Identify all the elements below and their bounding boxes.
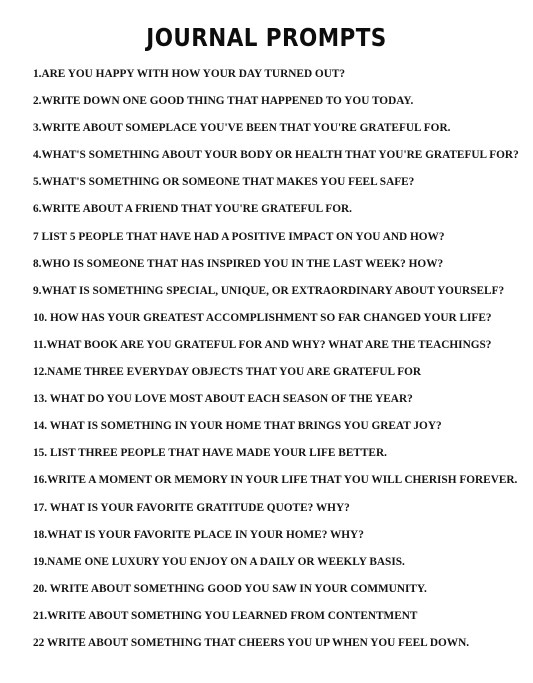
prompt-item: 18.WHAT IS YOUR FAVORITE PLACE IN YOUR HOME? WHY? xyxy=(33,528,364,541)
prompt-item: 8.WHO IS SOMEONE THAT HAS INSPIRED YOU IN THE LAST WEEK? HOW? xyxy=(33,257,444,270)
prompt-item: 21.WRITE ABOUT SOMETHING YOU LEARNED FROM CONTENTMENT xyxy=(33,609,418,622)
prompt-item: 22 WRITE ABOUT SOMETHING THAT CHEERS YOU UP WHEN YOU FEEL DOWN. xyxy=(33,636,470,649)
prompt-item: 12.NAME THREE EVERYDAY OBJECTS THAT YOU ARE GRATEFUL FOR xyxy=(33,366,422,379)
prompt-item: 4.WHAT'S SOMETHING ABOUT YOUR BODY OR HEALTH THAT YOU'RE GRATEFUL FOR? xyxy=(33,149,519,162)
prompt-item: 20. WRITE ABOUT SOMETHING GOOD YOU SAW IN YOUR COMMUNITY. xyxy=(33,582,427,595)
prompt-item: 15. LIST THREE PEOPLE THAT HAVE MADE YOUR LIFE BETTER. xyxy=(33,447,387,460)
page-title: JOURNAL PROMPTS xyxy=(146,23,387,52)
prompt-item: 17. WHAT IS YOUR FAVORITE GRATITUDE QUOTE? WHY? xyxy=(33,501,350,514)
prompt-list xyxy=(33,64,528,660)
prompt-item: 6.WRITE ABOUT A FRIEND THAT YOU'RE GRATEFUL FOR. xyxy=(33,203,352,216)
prompt-item: 13. WHAT DO YOU LOVE MOST ABOUT EACH SEASON OF THE YEAR? xyxy=(33,393,413,406)
prompt-item: 5.WHAT'S SOMETHING OR SOMEONE THAT MAKES YOU FEEL SAFE? xyxy=(33,176,415,189)
prompt-item: 7 LIST 5 PEOPLE THAT HAVE HAD A POSITIVE IMPACT ON YOU AND HOW? xyxy=(33,230,445,243)
prompt-item: 1.ARE YOU HAPPY WITH HOW YOUR DAY TURNED OUT? xyxy=(33,68,346,80)
prompt-item: 19.NAME ONE LUXURY YOU ENJOY ON A DAILY OR WEEKLY BASIS. xyxy=(33,555,405,568)
prompt-item: 9.WHAT IS SOMETHING SPECIAL, UNIQUE, OR EXTRAORDINARY ABOUT YOURSELF? xyxy=(33,284,505,297)
prompt-item: 11.WHAT BOOK ARE YOU GRATEFUL FOR AND WHY? WHAT ARE THE TEACHINGS? xyxy=(33,338,492,351)
prompt-item: 2.WRITE DOWN ONE GOOD THING THAT HAPPENED TO YOU TODAY. xyxy=(33,95,414,108)
prompt-item: 14. WHAT IS SOMETHING IN YOUR HOME THAT BRINGS YOU GREAT JOY? xyxy=(33,420,442,433)
prompt-item: 3.WRITE ABOUT SOMEPLACE YOU'VE BEEN THAT YOU'RE GRATEFUL FOR. xyxy=(33,122,451,135)
prompt-item: 10. HOW HAS YOUR GREATEST ACCOMPLISHMENT SO FAR CHANGED YOUR LIFE? xyxy=(33,311,492,324)
prompt-item: 16.WRITE A MOMENT OR MEMORY IN YOUR LIFE THAT YOU WILL CHERISH FOREVER. xyxy=(33,474,518,487)
